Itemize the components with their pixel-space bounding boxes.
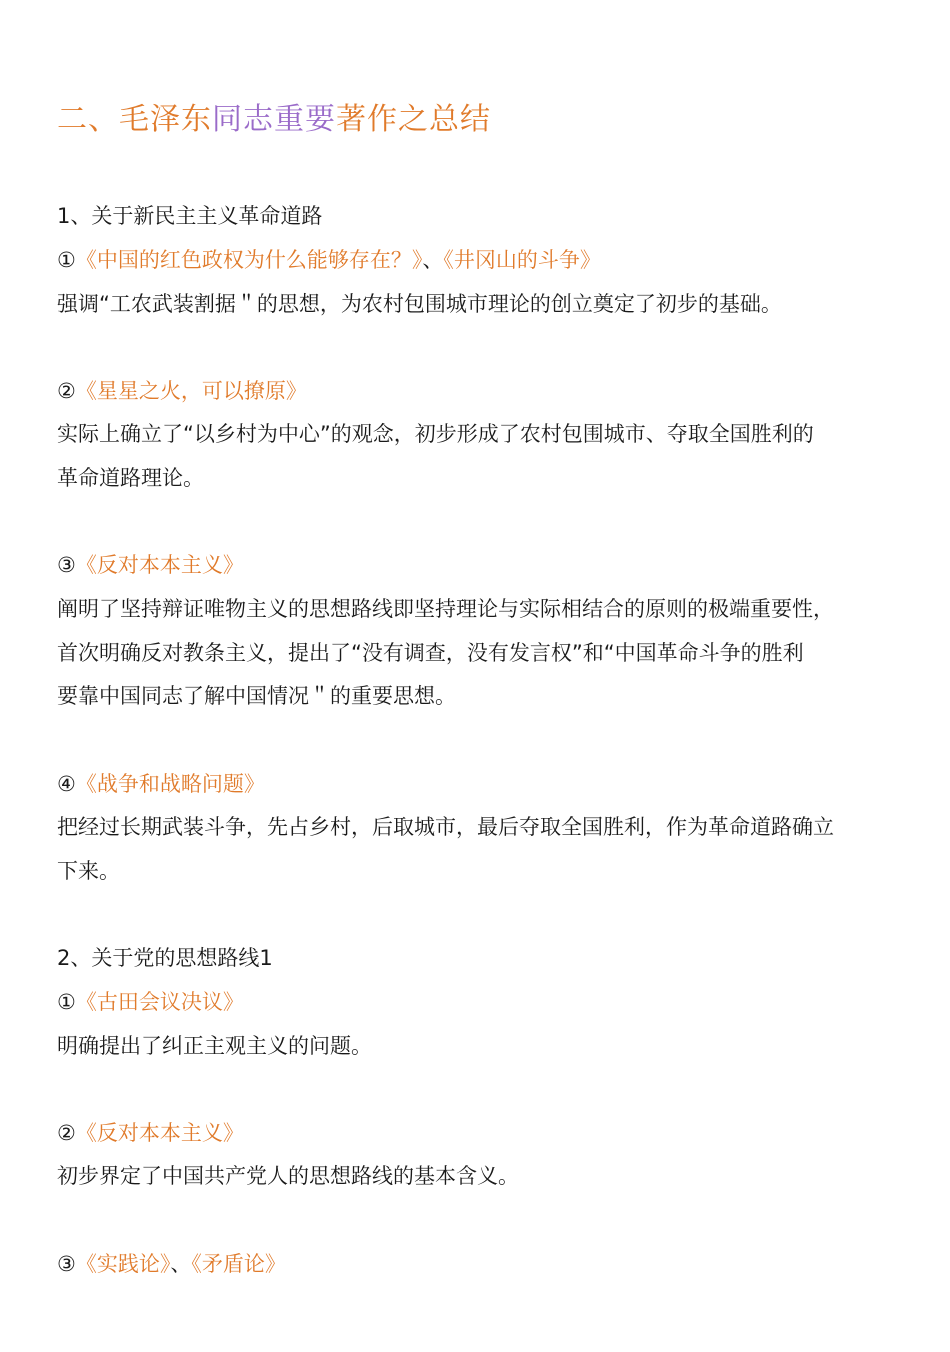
book-title: 《反对本本主义》 xyxy=(75,553,244,577)
book-title: 《古田会议决议》 xyxy=(75,990,244,1014)
separator: 、 xyxy=(422,248,444,272)
item-1-2-title xyxy=(57,376,307,406)
item-1-4-desc-line-1: 把经过长期武装斗争，先占乡村，后取城市，最后夺取全国胜利，作为革命道路确立 xyxy=(57,815,834,839)
book-title: 《战争和战略问题》 xyxy=(75,772,265,796)
item-1-2-desc-line-2: 革命道路理论。 xyxy=(57,466,204,490)
title-part-3: 著作之总结 xyxy=(336,102,491,137)
book-title: 《反对本本主义》 xyxy=(75,1121,244,1145)
title-part-1: 二、毛泽东 xyxy=(57,102,212,137)
item-number: ① xyxy=(57,248,76,272)
item-2-1-title xyxy=(57,987,244,1017)
book-title: 《星星之火，可以撩原》 xyxy=(75,379,307,403)
book-title: 《井冈山的斗争》 xyxy=(443,248,601,272)
item-1-4-title xyxy=(57,769,265,799)
section-heading-2: 2、关于党的思想路线1 xyxy=(57,946,273,970)
item-1-2-desc-line-1: 实际上确立了“以乡村为中心”的观念，初步形成了农村包围城市、夺取全国胜利的 xyxy=(57,422,814,446)
item-1-1-title xyxy=(57,245,601,275)
item-1-1-desc: 强调“工农武装割据＂的思想，为农村包围城市理论的创立奠定了初步的基础。 xyxy=(57,292,782,316)
item-number: ② xyxy=(57,379,76,403)
item-1-3-desc-line-1: 阐明了坚持辩证唯物主义的思想路线即坚持理论与实际相结合的原则的极端重要性， xyxy=(57,597,834,621)
item-2-2-desc: 初步界定了中国共产党人的思想路线的基本含义。 xyxy=(57,1164,519,1188)
item-number: ③ xyxy=(57,1252,76,1276)
book-title: 《矛盾论》 xyxy=(191,1252,286,1276)
book-title: 《实践论》 xyxy=(75,1252,171,1276)
item-1-3-title xyxy=(57,550,244,580)
item-2-2-title xyxy=(57,1118,244,1148)
book-title: 《中国的红色政权为什么能够存在？》 xyxy=(75,248,423,272)
separator: 、 xyxy=(170,1252,192,1276)
item-number: ① xyxy=(57,990,76,1014)
item-2-1-desc: 明确提出了纠正主观主义的问题。 xyxy=(57,1034,372,1058)
item-1-3-desc-line-2: 首次明确反对教条主义，提出了“没有调查，没有发言权”和“中国革命斗争的胜利 xyxy=(57,641,804,665)
title-part-2: 同志重要 xyxy=(212,102,336,137)
item-number: ④ xyxy=(57,772,76,796)
item-1-4-desc-line-2: 下来。 xyxy=(57,859,120,883)
item-number: ③ xyxy=(57,553,76,577)
item-2-3-title xyxy=(57,1249,286,1279)
page-title xyxy=(57,98,491,142)
item-number: ② xyxy=(57,1121,76,1145)
item-1-3-desc-line-3: 要靠中国同志了解中国情况＂的重要思想。 xyxy=(57,684,456,708)
section-heading-1: 1、关于新民主主义革命道路 xyxy=(57,204,323,228)
